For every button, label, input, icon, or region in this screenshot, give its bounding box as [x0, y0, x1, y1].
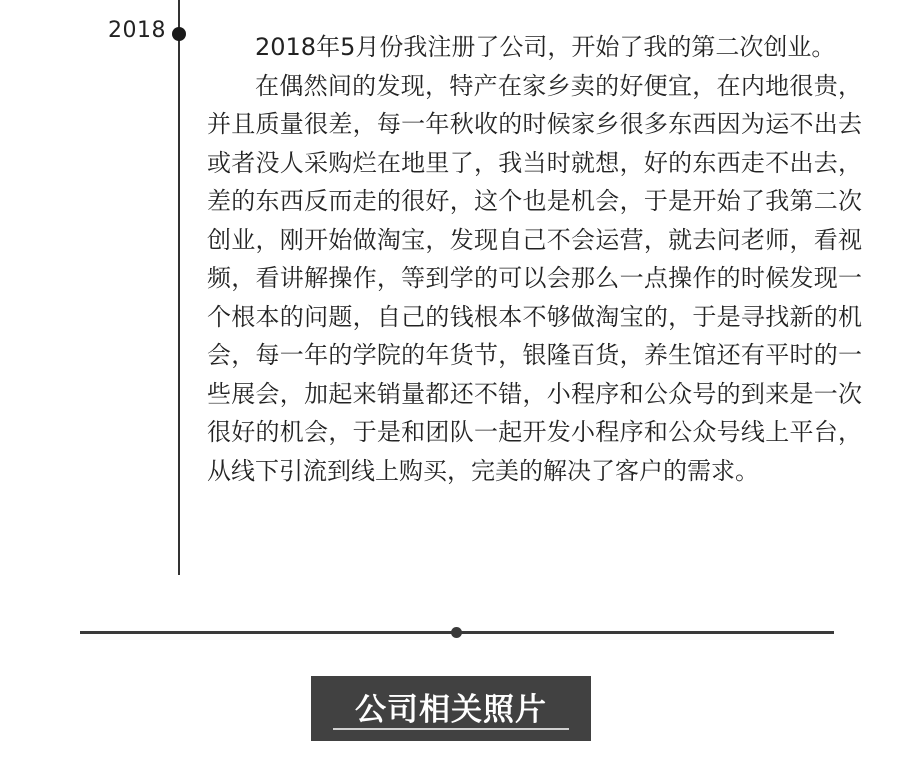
story-paragraph-1: 2018年5月份我注册了公司，开始了我的第二次创业。 [255, 33, 836, 61]
timeline-year: 2018 [108, 18, 166, 43]
section-title-underline [333, 728, 569, 730]
section-title: 公司相关照片 [355, 692, 547, 728]
story-text [207, 28, 862, 490]
timeline-dot [172, 27, 186, 41]
divider-dot [451, 627, 462, 638]
section-banner [311, 676, 591, 741]
timeline-line [178, 0, 180, 575]
story-paragraph-2: 在偶然间的发现，特产在家乡卖的好便宜，在内地很贵，并且质量很差，每一年秋收的时候家乡很多东西因为运不出去或者没人采购烂在地里了，我当时就想，好的东西走不出去，差的东西反而走的很好，这个也是机会，于是开始了我第二次创业，刚开始做淘宝，发现自己不会运营，就去问老师，看视频，看讲解操作，等到学的可以会那么一点操作的时候发现一个根本的问题，自己的钱根本不够做淘宝的，于是寻找新的机会，每一年的学院的年货节，银隆百货，养生馆还有平时的一些展会，加起来销量都还不错，小程序和公众号的到来是一次很好的机会，于是和团队一起开发小程序和公众号线上平台，从线下引流到线上购买，完美的解决了客户的需求。 [207, 71, 862, 485]
